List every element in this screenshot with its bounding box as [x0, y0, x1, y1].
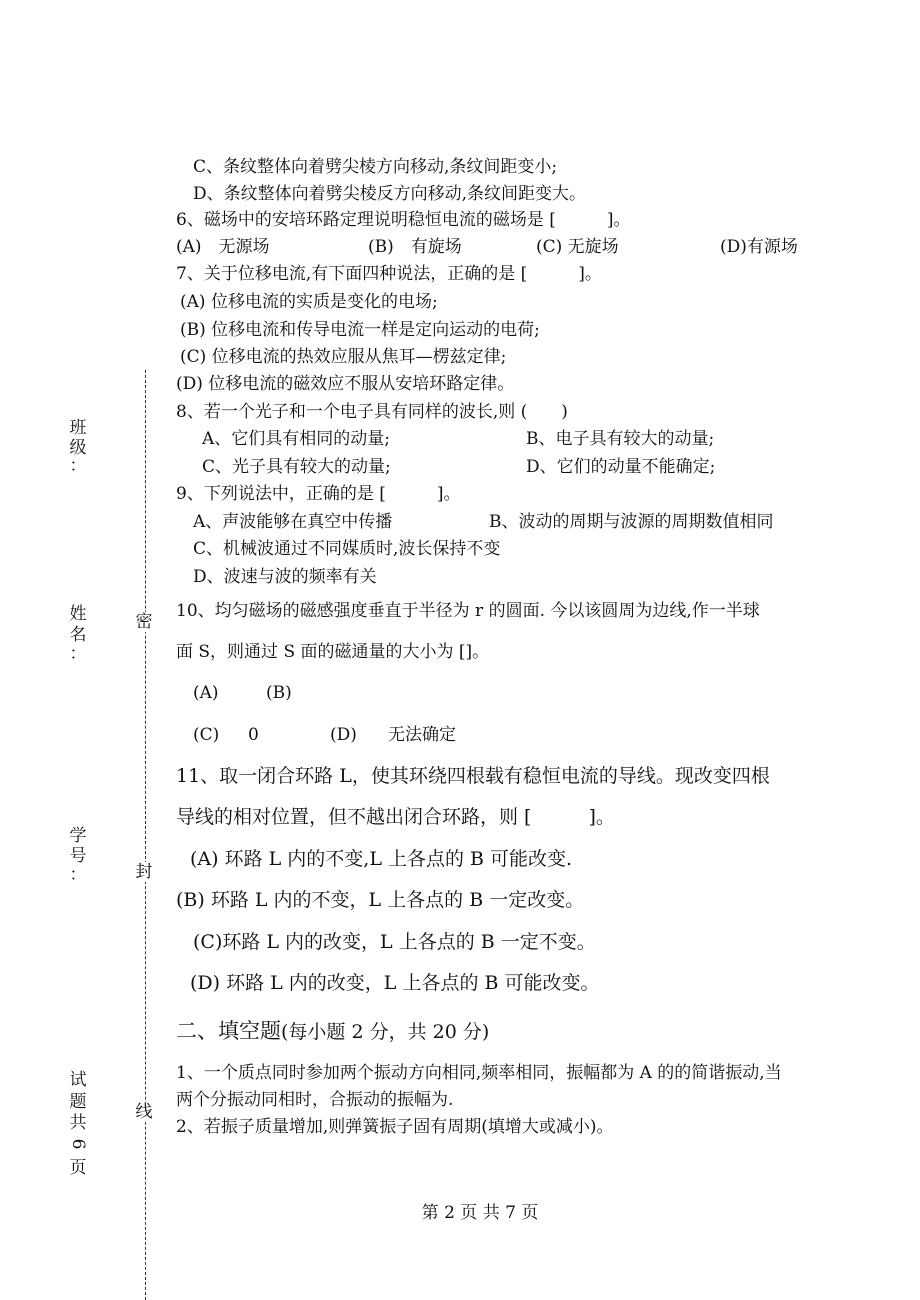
q8-option-b: B、电子具有较大的动量; — [526, 429, 715, 449]
binding-dashed-line — [145, 370, 146, 1300]
q7-stem: 7、关于位移电流,有下面四种说法，正确的是 [ ]。 — [176, 264, 602, 284]
q11-option-c: (C)环路 L 内的改变，L 上各点的 B 一定不变。 — [193, 931, 596, 953]
q11-stem-line2: 导线的相对位置，但不越出闭合环路，则 [ ]。 — [176, 806, 615, 828]
q7-option-b: (B) 位移电流和传导电流一样是定向运动的电荷; — [180, 320, 540, 340]
q9-stem: 9、下列说法中，正确的是 [ ]。 — [176, 484, 461, 504]
q9-option-d: D、波速与波的频率有关 — [193, 567, 377, 587]
q8-option-c: C、光子具有较大的动量; — [202, 457, 391, 477]
section2-title: 二、填空题 — [176, 1019, 281, 1043]
seal-mi-char: 密 — [135, 612, 153, 632]
q6-option-c: (C) 无旋场 — [536, 237, 619, 257]
q10-stem-line1: 10、均匀磁场的磁感强度垂直于半径为 r 的圆面. 今以该圆周为边线,作一半球 — [176, 601, 760, 621]
q6-option-a: (A) 无源场 — [176, 237, 270, 257]
q10-option-d-value: 无法确定 — [388, 725, 456, 745]
q9-option-b: B、波动的周期与波源的周期数值相同 — [489, 512, 774, 532]
q6-option-d: (D)有源场 — [720, 237, 798, 257]
q7-option-d: (D) 位移电流的磁效应不服从安培环路定律。 — [176, 374, 515, 394]
fill-q2: 2、若振子质量增加,则弹簧振子固有周期(填增大或减小)。 — [176, 1117, 614, 1137]
q10-option-c-value: 0 — [248, 725, 259, 745]
q7-option-c: (C) 位移电流的热效应服从焦耳—楞兹定律; — [180, 347, 507, 367]
fill-q1-line2: 两个分振动同相时，合振动的振幅为. — [176, 1090, 454, 1110]
seal-feng-char: 封 — [135, 862, 153, 882]
seal-xian-char: 线 — [135, 1102, 153, 1122]
fill-q1-line1: 1、一个质点同时参加两个振动方向相同,频率相同，振幅都为 A 的的简谐振动,当 — [176, 1063, 782, 1083]
q8-option-a: A、它们具有相同的动量; — [202, 429, 391, 449]
page-footer: 第 2 页 共 7 页 — [421, 1203, 539, 1223]
q5-option-d: D、条纹整体向着劈尖棱反方向移动,条纹间距变大。 — [193, 184, 587, 204]
q8-stem: 8、若一个光子和一个电子具有同样的波长,则 ( ) — [176, 402, 568, 422]
q7-option-a: (A) 位移电流的实质是变化的电场; — [180, 292, 438, 312]
q11-option-b: (B) 环路 L 内的不变，L 上各点的 B 一定改变。 — [176, 889, 585, 911]
section2-heading — [176, 1018, 489, 1044]
q9-option-a: A、声波能够在真空中传播 — [193, 512, 393, 532]
q10-option-c-label: (C) — [193, 725, 220, 745]
q8-option-d: D、它们的动量不能确定; — [526, 457, 716, 477]
q9-option-c: C、机械波通过不同媒质时,波长保持不变 — [193, 539, 501, 559]
q11-option-d: (D) 环路 L 内的改变，L 上各点的 B 可能改变。 — [190, 972, 600, 994]
q6-stem: 6、磁场中的安培环路定理说明稳恒电流的磁场是 [ ]。 — [176, 210, 631, 230]
q11-stem-line1: 11、取一闭合环路 L，使其环绕四根载有稳恒电流的导线。现改变四根 — [176, 765, 770, 787]
q10-option-d-label: (D) — [330, 725, 357, 745]
q10-option-b: (B) — [266, 683, 292, 703]
q10-option-a: (A) — [193, 683, 219, 703]
q5-option-c: C、条纹整体向着劈尖棱方向移动,条纹间距变小; — [193, 157, 558, 177]
q11-option-a: (A) 环路 L 内的不变,L 上各点的 B 可能改变. — [190, 848, 573, 870]
q10-stem-line2: 面 S，则通过 S 面的磁通量的大小为 []。 — [176, 642, 490, 662]
q6-option-b: (B) 有旋场 — [368, 237, 462, 257]
section2-title-note: (每小题 2 分，共 20 分) — [281, 1021, 490, 1043]
